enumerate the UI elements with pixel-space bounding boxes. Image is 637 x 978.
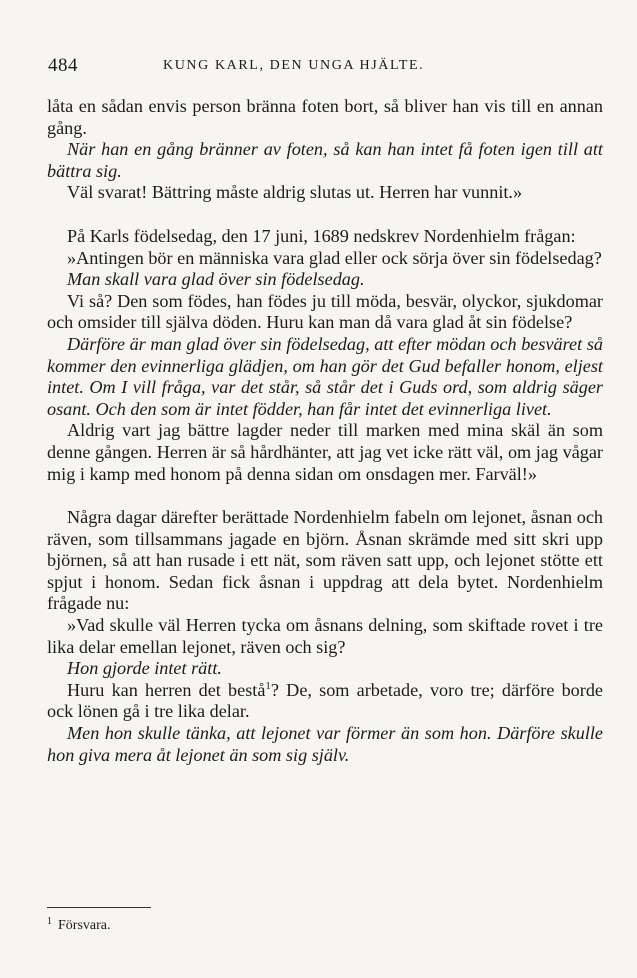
paragraph: Därföre är man glad över sin födelsedag, att efter mödan och besväret så kommer den evinnerliga glädjen, om han gör det Gud befaller honom, eljest intet. Om I vill fråga, var det står, så står det i Guds ord, som aldrig säger osant. Och den som är intet födder, han får intet det evinnerliga livet. <box>47 333 603 419</box>
page-number: 484 <box>48 55 78 76</box>
paragraph: Men hon skulle tänka, att lejonet var förmer än som hon. Därföre skulle hon giva mera åt lejonet än som sig själv. <box>47 723 603 765</box>
footnote-number: 1 <box>47 916 52 927</box>
running-title: KUNG KARL, DEN UNGA HJÄLTE. <box>163 58 425 73</box>
page-header <box>48 55 613 79</box>
paragraph: Några dagar därefter berättade Nordenhielm fabeln om lejonet, åsnan och räven, som tillsammans jagade en björn. Åsnan skrämde med sitt skri upp björnen, så att han rusade i ett nät, som räven satt upp, och lejonet stötte ett spjut i honom. Sedan fick åsnan i uppdrag att dela bytet. Nordenhielm frågade nu: <box>47 507 603 614</box>
paragraph <box>47 680 603 723</box>
paragraph-text: ? De, som arbetade, voro tre; därföre borde ock lönen gå i tre lika delar. <box>47 679 603 722</box>
paragraph: Vi så? Den som födes, han födes ju till möda, besvär, olyckor, sjukdomar och omsider till själva döden. Huru kan man då vara glad åt sin födelse? <box>47 290 603 333</box>
paragraph: När han en gång bränner av foten, så kan han intet få foten igen till att bättra sig. <box>47 139 603 181</box>
footnote-marker: 1 <box>265 679 271 692</box>
paragraph: låta en sådan envis person bränna foten bort, så bliver han vis till en annan gång. <box>47 96 603 138</box>
footnote <box>47 916 111 934</box>
footnote-rule <box>47 907 151 908</box>
paragraph: Väl svarat! Bättring måste aldrig slutas ut. Herren har vunnit.» <box>67 182 523 203</box>
footnote-text: Försvara. <box>58 918 111 933</box>
body-text <box>47 96 603 766</box>
section-gap <box>47 204 603 226</box>
paragraph: Man skall vara glad över sin födelsedag. <box>67 269 365 290</box>
paragraph: Hon gjorde intet rätt. <box>67 658 222 679</box>
paragraph: Aldrig vart jag bättre lagder neder till marken med mina skäl än som denne gången. Herren är så hårdhänter, att jag vet icke rätt väl, om jag vågar mig i kamp med honom på denna sidan om onsdagen mer. Farväl!» <box>47 420 603 484</box>
paragraph: »Antingen bör en människa vara glad eller ock sörja över sin födelsedag? <box>67 247 602 268</box>
section-gap <box>47 485 603 507</box>
paragraph: På Karls födelsedag, den 17 juni, 1689 nedskrev Nordenhielm frågan: <box>67 225 576 246</box>
paragraph: »Vad skulle väl Herren tycka om åsnans delning, som skiftade rovet i tre lika delar emellan lejonet, räven och sig? <box>47 615 603 657</box>
paragraph-text: Huru kan herren det bestå <box>67 679 266 700</box>
